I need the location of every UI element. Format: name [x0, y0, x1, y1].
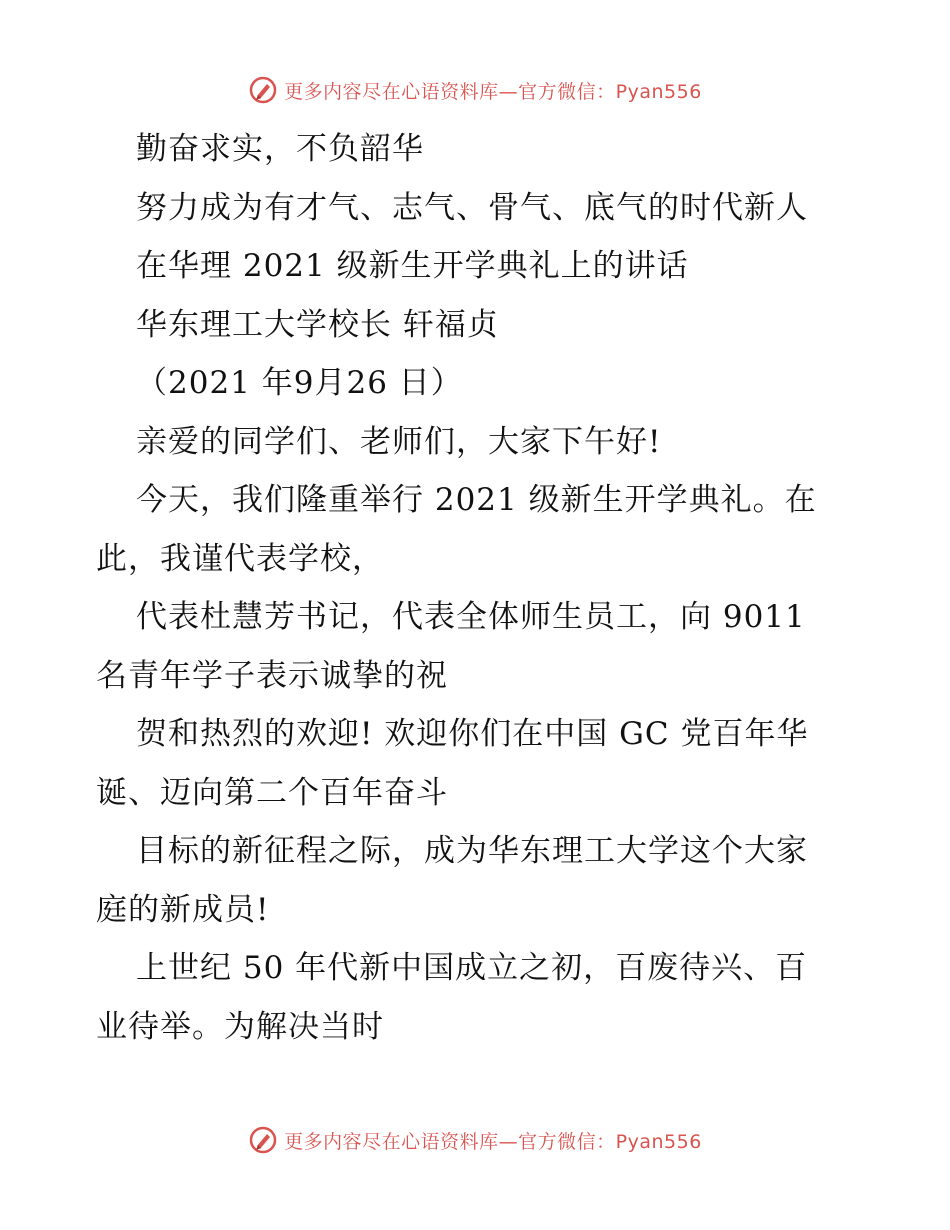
pen-logo-icon [248, 1125, 278, 1155]
pen-logo-icon [248, 75, 278, 105]
text-line: 亲爱的同学们、老师们，大家下午好! [136, 423, 662, 460]
footer-watermark [0, 1120, 950, 1160]
text-line: 诞、迈向第二个百年奋斗 [96, 774, 448, 811]
text-line: 勤奋求实，不负韶华 [136, 131, 424, 167]
document-body [96, 120, 856, 1056]
watermark-text: 更多内容尽在心语资料库—官方微信：Pyan556 [284, 80, 702, 103]
text-line: 代表杜慧芳书记，代表全体师生员工，向 9011 [136, 599, 806, 635]
text-line: 此，我谨代表学校， [96, 540, 384, 577]
text-line: 今天，我们隆重举行 2021 级新生开学典礼。在 [136, 482, 817, 518]
text-line: 努力成为有才气、志气、骨气、底气的时代新人 [136, 189, 808, 226]
text-line: 在华理 2021 级新生开学典礼上的讲话 [136, 248, 689, 284]
text-line: 上世纪 50 年代新中国成立之初，百废待兴、百 [136, 950, 808, 986]
watermark-text: 更多内容尽在心语资料库—官方微信：Pyan556 [284, 1130, 702, 1153]
text-line: 华东理工大学校长 轩福贞 [136, 306, 499, 343]
text-line: 业待举。为解决当时 [96, 1008, 384, 1045]
text-line: 贺和热烈的欢迎! 欢迎你们在中国 GC 党百年华 [136, 716, 809, 752]
header-watermark [0, 70, 950, 110]
text-line: （2021 年9月26 日） [136, 365, 463, 401]
text-line: 目标的新征程之际，成为华东理工大学这个大家 [136, 833, 808, 869]
text-line: 庭的新成员! [96, 891, 270, 928]
text-line: 名青年学子表示诚挚的祝 [96, 657, 448, 694]
